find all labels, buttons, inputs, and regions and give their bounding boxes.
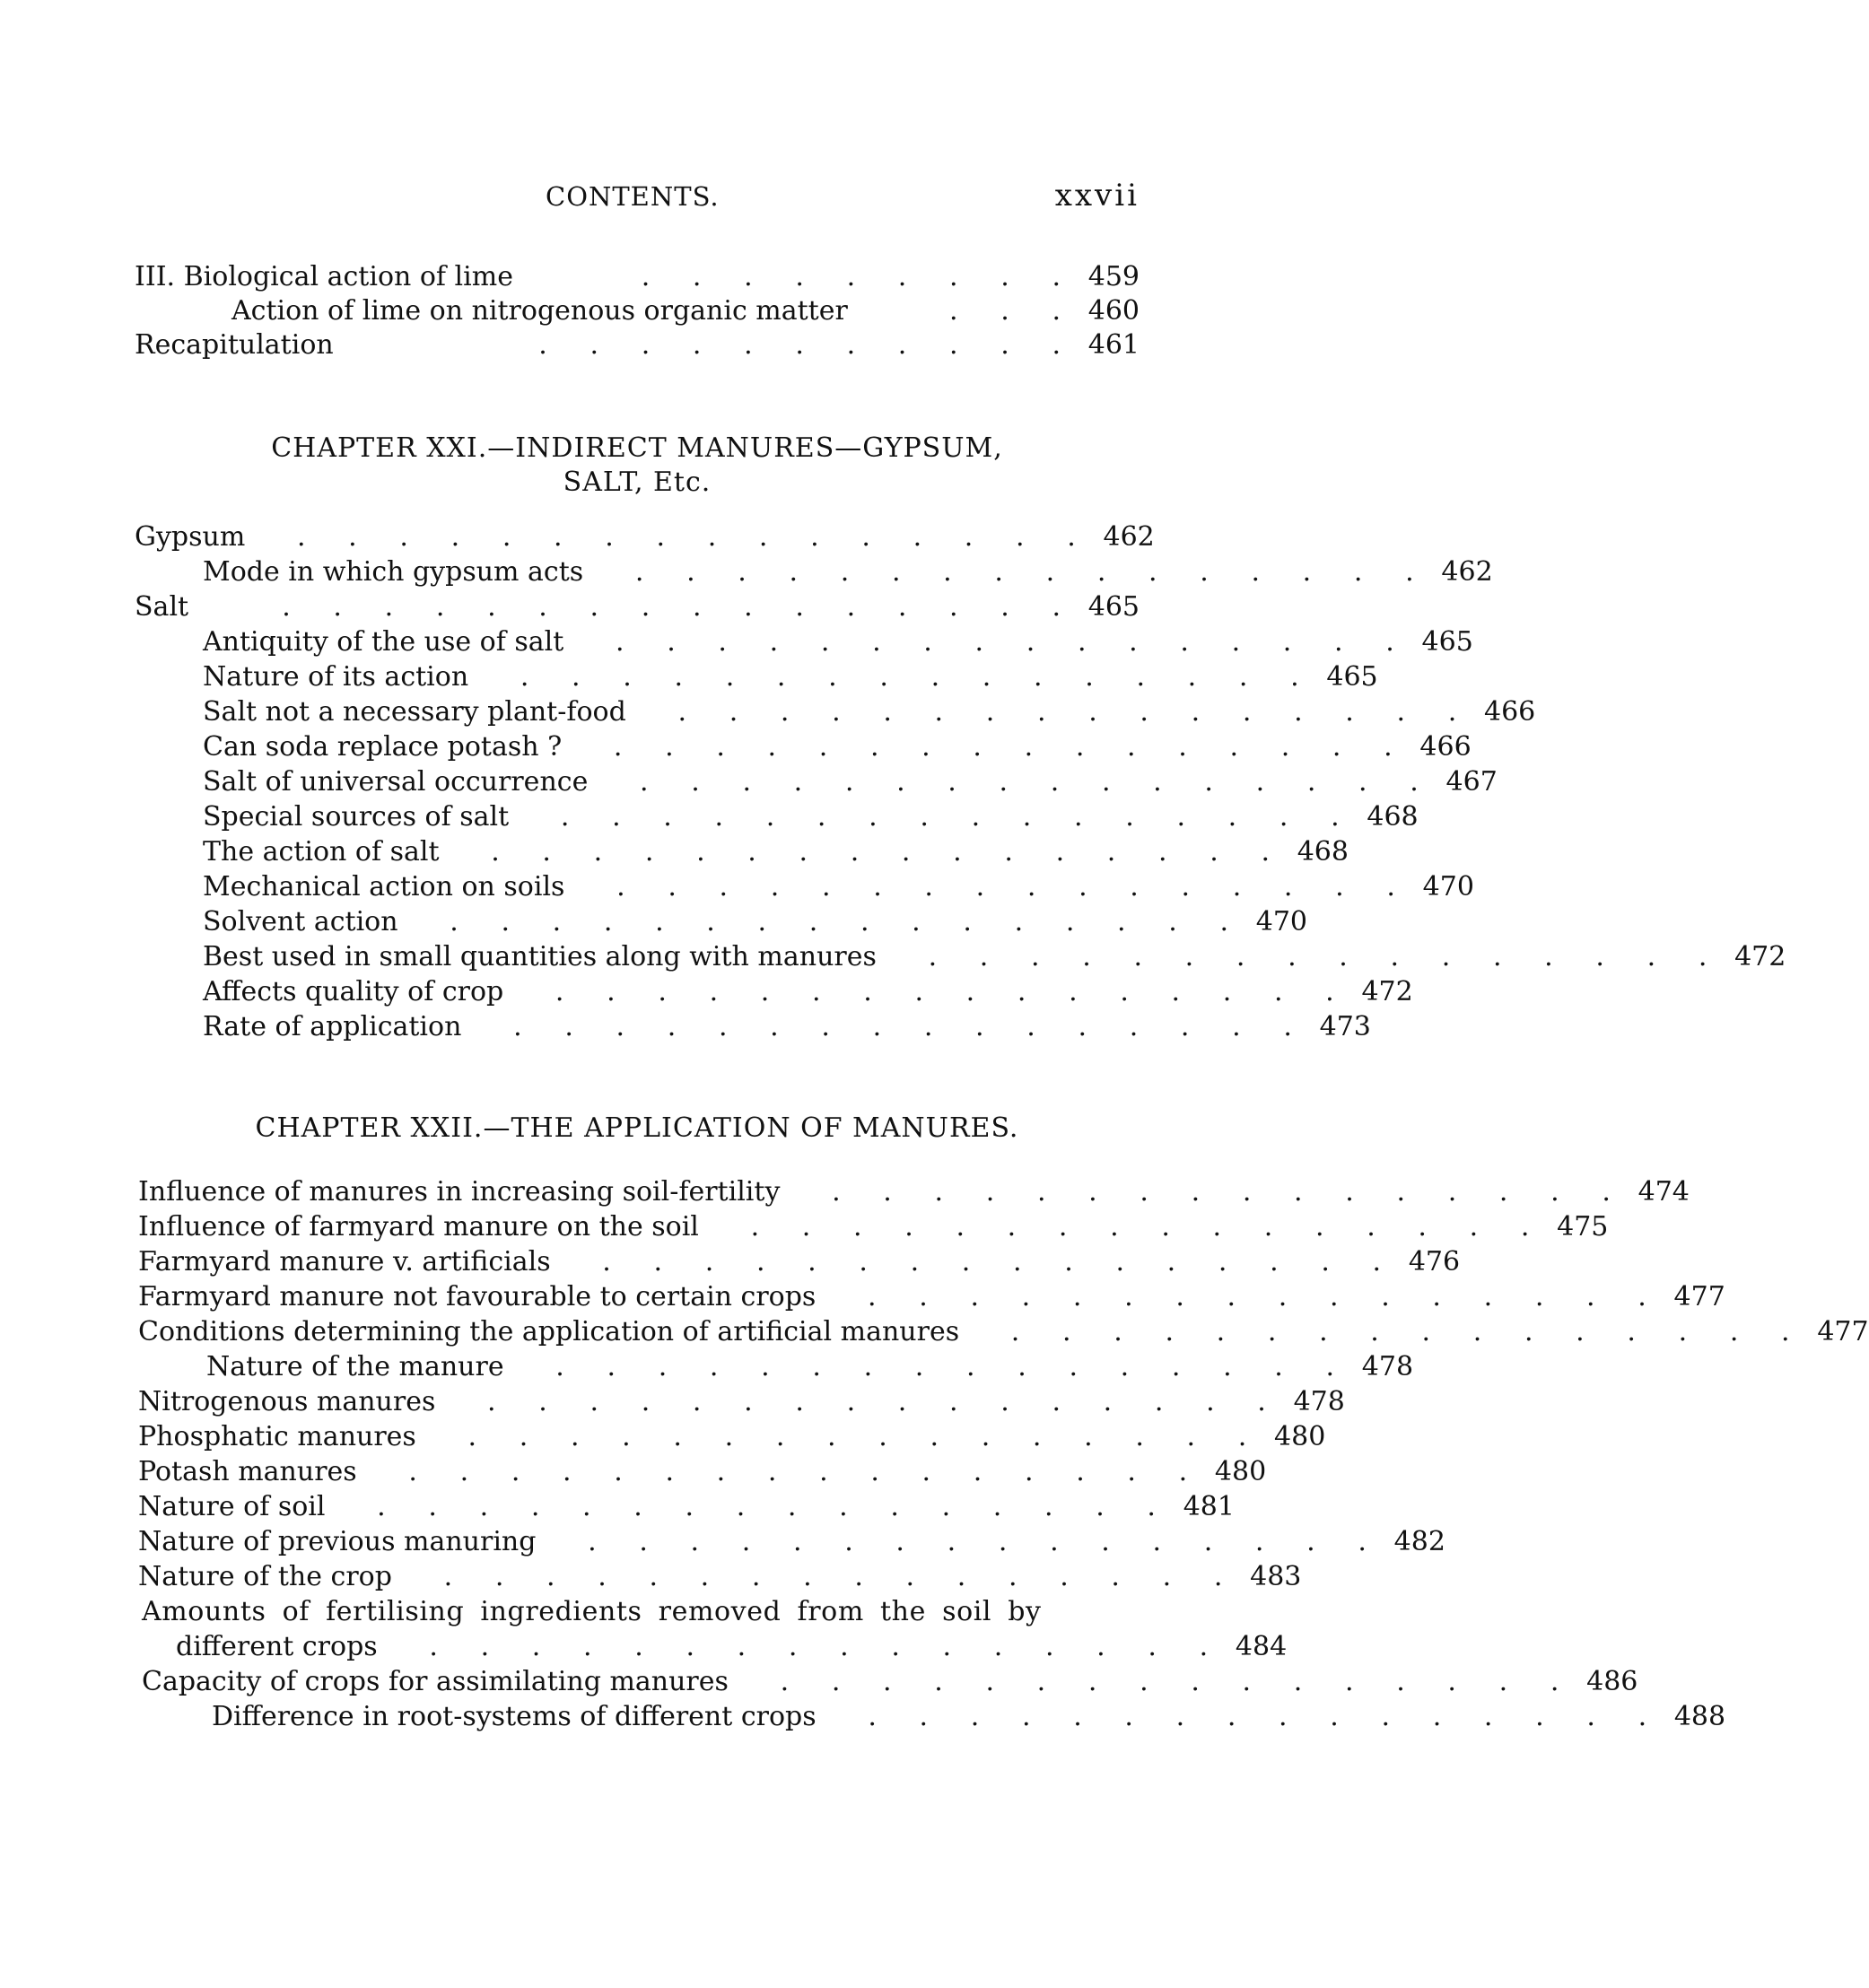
dot-leader: . . . . . . . . . . . . . . . . [737, 1666, 1559, 1697]
toc-entry-page: 483 [1250, 1561, 1302, 1592]
toc-entry [203, 905, 1308, 939]
toc-entry-label: Influence of manures in increasing soil-fertility [138, 1176, 781, 1208]
toc-entry-label: Salt of universal occurrence [203, 766, 589, 798]
dot-leader: . . . . . . . . . [641, 261, 1061, 292]
toc-entry-label: III. Biological action of lime [135, 261, 513, 292]
toc-entry [176, 1630, 1288, 1664]
toc-entry [138, 1420, 1326, 1454]
chapter-heading-line2: SALT, Etc. [563, 466, 712, 498]
toc-entry-label: Nature of the crop [138, 1561, 392, 1592]
toc-entry-label: Affects quality of crop [203, 976, 504, 1007]
toc-entry [138, 1280, 1725, 1314]
toc-entry-label: Special sources of salt [203, 801, 510, 833]
toc-entry-label: Mechanical action on soils [203, 871, 565, 902]
toc-entry-page: 472 [1361, 976, 1413, 1007]
toc-entry-label: Solvent action [203, 906, 398, 937]
toc-entry-label: Antiquity of the use of salt [203, 626, 564, 658]
toc-entry [203, 625, 1473, 659]
toc-entry-label: Nitrogenous manures [138, 1386, 436, 1417]
toc-entry-page: 478 [1361, 1351, 1414, 1382]
dot-leader: . . . . . . . . . . . . . . . . [470, 1011, 1292, 1042]
dot-leader: . . . . . . . . . . . . . . . . [254, 521, 1076, 553]
dot-leader: . . . [949, 295, 1061, 327]
toc-entry-page: 472 [1734, 941, 1786, 972]
toc-entry-page: 477 [1673, 1281, 1725, 1312]
dot-leader: . . . . . . . . . . . . . . . . [545, 1526, 1367, 1557]
dot-leader: . . . . . . . . . . . . . . . . [386, 1631, 1209, 1662]
toc-entry [135, 328, 1140, 362]
toc-entry-label: Best used in small quantities along with manures [203, 941, 877, 972]
toc-entry [203, 660, 1378, 694]
toc-entry-page: 465 [1421, 626, 1473, 658]
toc-entry-label: Capacity of crops for assimilating manures [142, 1666, 729, 1697]
toc-entry-label: Salt [135, 591, 189, 623]
toc-entry-page: 481 [1183, 1491, 1235, 1522]
toc-entry-page: 480 [1214, 1456, 1267, 1487]
toc-entry [138, 1245, 1461, 1279]
toc-entry [138, 1210, 1609, 1244]
toc-entry-page: 477 [1817, 1316, 1869, 1347]
toc-entry-page: 476 [1408, 1246, 1461, 1277]
dot-leader: . . . . . . . . . . . . . . . . [597, 766, 1419, 798]
toc-entry-page: 466 [1419, 731, 1472, 763]
toc-entry-label: Farmyard manure not favourable to certain crops [138, 1281, 817, 1312]
toc-entry-label: Amounts of fertilising ingredients removed from the soil by [142, 1596, 1042, 1627]
toc-entry [138, 1525, 1445, 1559]
chapter-heading: CHAPTER XXII.—THE APPLICATION OF MANURES. [255, 1112, 1019, 1144]
toc-entry [135, 260, 1140, 294]
dot-leader: . . . . . . . . . . . . . . . . [968, 1316, 1790, 1347]
dot-leader: . . . . . . . . . . . . . . . . [707, 1211, 1530, 1242]
toc-entry [138, 1490, 1235, 1524]
toc-entry [203, 975, 1413, 1009]
dot-leader: . . . . . . . . . . . . . . . . [400, 1561, 1223, 1592]
toc-entry-label: Nature of soil [138, 1491, 326, 1522]
toc-entry-label: Rate of application [203, 1011, 462, 1042]
dot-leader: . . . . . . . . . . . . . . . . [424, 1421, 1247, 1452]
toc-entry [138, 1560, 1302, 1594]
toc-entry [138, 1175, 1690, 1209]
toc-entry [203, 800, 1419, 834]
toc-entry-label: Nature of the manure [206, 1351, 504, 1382]
dot-leader: . . . . . . . . . . . . . . . . [559, 1246, 1382, 1277]
toc-entry-page: 473 [1319, 1011, 1371, 1042]
toc-entry [203, 835, 1349, 869]
running-header [135, 178, 1140, 222]
toc-entry-page: 488 [1673, 1701, 1726, 1732]
dot-leader: . . . . . . . . . . . . . . . . [885, 941, 1707, 972]
dot-leader: . . . . . . . . . . . [538, 329, 1061, 361]
dot-leader: . . . . . . . . . . . . . . . . [571, 731, 1393, 763]
chapter-heading: CHAPTER XXI.—INDIRECT MANURES—GYPSUM, [271, 432, 1003, 464]
toc-entry [203, 940, 1786, 974]
toc-entry-page: 462 [1103, 521, 1155, 553]
toc-entry-page: 475 [1557, 1211, 1609, 1242]
toc-entry [203, 765, 1498, 799]
dot-leader: . . . . . . . . . . . . . . . . [477, 661, 1299, 693]
dot-leader: . . . . . . . . . . . . . . . . [518, 801, 1340, 833]
dot-leader: . . . . . . . . . . . . . . . . [572, 626, 1394, 658]
dot-leader: . . . . . . . . . . . . . . . . [334, 1491, 1156, 1522]
dot-leader: . . . . . . . . . . . . . . . . [406, 906, 1229, 937]
toc-entry [138, 1315, 1869, 1349]
toc-entry [231, 294, 1140, 328]
toc-entry-label: Difference in root-systems of different crops [212, 1701, 817, 1732]
toc-entry-page: 480 [1274, 1421, 1326, 1452]
toc-entry-label: The action of salt [203, 836, 440, 868]
toc-entry-label: different crops [176, 1631, 378, 1662]
toc-entry-label: Action of lime on nitrogenous organic matter [231, 295, 848, 327]
toc-entry-label: Salt not a necessary plant-food [203, 696, 626, 728]
toc-entry [142, 1595, 1140, 1629]
dot-leader: . . . . . . . . . . . . . . . . [444, 1386, 1266, 1417]
toc-entry [203, 695, 1536, 729]
dot-leader: . . . . . . . . . . . . . . . . [365, 1456, 1188, 1487]
toc-entry-label: Nature of its action [203, 661, 469, 693]
dot-leader: . . . . . . . . . . . . . . . . [573, 871, 1395, 902]
toc-entry [135, 520, 1155, 554]
toc-entry [206, 1350, 1414, 1384]
toc-entry-page: 460 [1087, 295, 1140, 327]
toc-entry-label: Phosphatic manures [138, 1421, 416, 1452]
dot-leader: . . . . . . . . . . . . . . . . [634, 696, 1457, 728]
toc-entry-label: Farmyard manure v. artificials [138, 1246, 551, 1277]
toc-entry [203, 730, 1472, 764]
dot-leader: . . . . . . . . . . . . . . . . [239, 591, 1061, 623]
toc-entry [212, 1700, 1726, 1734]
toc-entry-label: Mode in which gypsum acts [203, 556, 584, 588]
toc-entry-page: 470 [1422, 871, 1474, 902]
page-folio: xxvii [1054, 178, 1140, 214]
toc-entry [138, 1455, 1267, 1489]
toc-entry-label: Gypsum [135, 521, 246, 553]
toc-entry-label: Conditions determining the application of artificial manures [138, 1316, 960, 1347]
toc-entry-label: Nature of previous manuring [138, 1526, 537, 1557]
toc-entry [203, 870, 1474, 904]
running-title: CONTENTS. [546, 181, 720, 212]
toc-entry-page: 478 [1293, 1386, 1345, 1417]
dot-leader: . . . . . . . . . . . . . . . . [789, 1176, 1611, 1208]
toc-entry-page: 484 [1235, 1631, 1288, 1662]
toc-entry [203, 1010, 1371, 1044]
toc-entry-page: 474 [1638, 1176, 1690, 1208]
dot-leader: . . . . . . . . . . . . . . . . [825, 1701, 1647, 1732]
toc-entry-page: 466 [1484, 696, 1536, 728]
toc-entry-page: 468 [1297, 836, 1349, 868]
toc-entry-page: 465 [1326, 661, 1378, 693]
toc-entry-label: Can soda replace potash ? [203, 731, 563, 763]
toc-entry-page: 482 [1393, 1526, 1445, 1557]
dot-leader: . . . . . . . . . . . . . . . . [512, 1351, 1335, 1382]
dot-leader: . . . . . . . . . . . . . . . . [512, 976, 1334, 1007]
toc-entry [135, 590, 1140, 624]
toc-entry-page: 461 [1087, 329, 1140, 361]
toc-entry-page: 462 [1441, 556, 1493, 588]
toc-entry-label: Influence of farmyard manure on the soil [138, 1211, 699, 1242]
toc-entry-page: 468 [1367, 801, 1419, 833]
dot-leader: . . . . . . . . . . . . . . . . [592, 556, 1414, 588]
toc-entry-page: 465 [1087, 591, 1140, 623]
toc-entry-label: Potash manures [138, 1456, 357, 1487]
toc-entry-page: 459 [1087, 261, 1140, 292]
dot-leader: . . . . . . . . . . . . . . . . [825, 1281, 1646, 1312]
toc-entry-label: Recapitulation [135, 329, 334, 361]
dot-leader: . . . . . . . . . . . . . . . . [448, 836, 1270, 868]
toc-entry-page: 486 [1586, 1666, 1638, 1697]
toc-entry [138, 1385, 1345, 1419]
toc-entry-page: 467 [1445, 766, 1498, 798]
toc-entry-page: 470 [1255, 906, 1308, 937]
toc-entry [203, 555, 1493, 589]
toc-entry [142, 1665, 1638, 1699]
